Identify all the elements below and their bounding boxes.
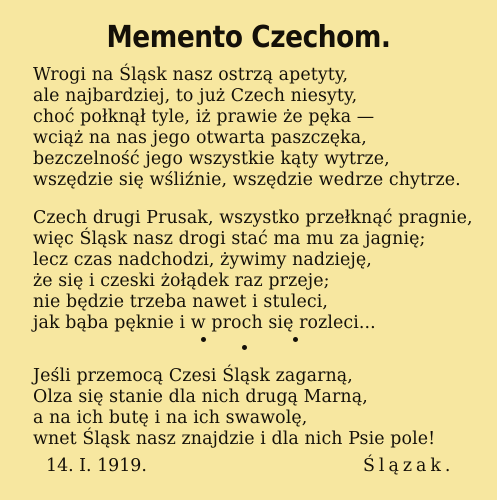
poem-line: nie będzie trzeba nawet i stuleci, [33,292,329,312]
poem-line: jak bąba pęknie i w proch się rozleci... [33,313,376,333]
dot-icon [242,345,247,350]
dot-icon [293,337,298,342]
poem-line: więc Śląsk nasz drogi stać ma mu za jagnię; [33,229,426,249]
dot-icon [201,337,206,342]
poem-line: wciąż na nas jego otwarta paszczęka, [33,128,367,148]
poem-line: a na ich butę i na ich swawolę, [33,408,308,428]
poem-line: bezczelność jego wszystkie kąty wytrze, [33,149,390,169]
poem-date: 14. I. 1919. [46,456,147,476]
poem-line: lecz czas nadchodzi, żywimy nadzieję, [33,250,372,270]
poem-line: ale najbardziej, to już Czech niesyty, [33,86,358,106]
poem-line: że się i czeski żołądek raz przeje; [33,271,330,291]
poem-line: Jeśli przemocą Czesi Śląsk zagarną, [33,366,353,386]
poem-line: Olza się stanie dla nich drugą Marną, [33,387,368,407]
poem-line: wnet Śląsk nasz znajdzie i dla nich Psie pole! [33,429,436,449]
poem-signature: Ślązak. [363,456,455,476]
separator-dots [0,330,497,354]
poem-line: Czech drugi Prusak, wszystko przełknąć pragnie, [33,208,473,228]
poem-line: choć połknął tyle, iż prawie że pęka — [33,107,375,127]
poem-title: Memento Czechom. [106,20,391,55]
poem-line: wszędzie się wśliźnie, wszędzie wedrze chytrze. [33,170,461,190]
poem-line: Wrogi na Śląsk nasz ostrzą apetyty, [33,65,349,85]
